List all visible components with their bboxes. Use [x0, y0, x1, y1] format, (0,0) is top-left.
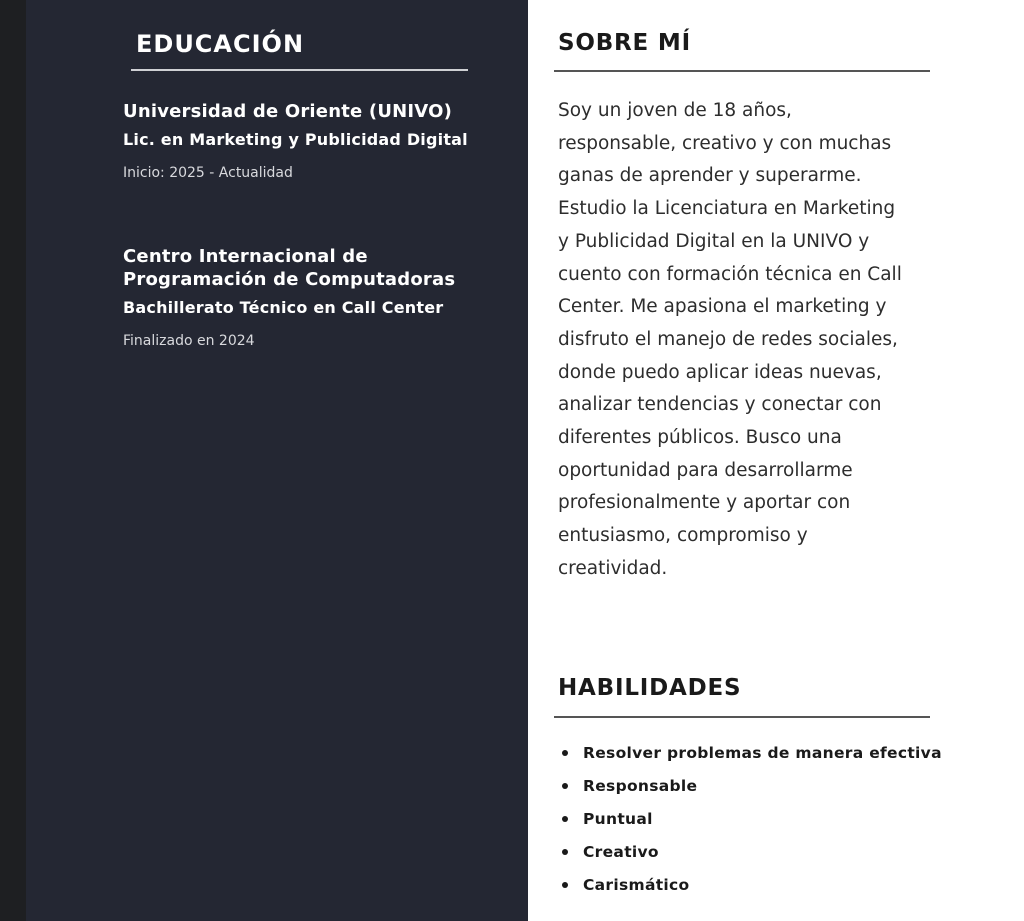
- skill-label: Carismático: [583, 875, 690, 894]
- about-divider: [554, 70, 930, 72]
- skills-heading: HABILIDADES: [558, 675, 742, 701]
- skill-label: Puntual: [583, 809, 653, 828]
- education-institution: Centro Internacional de Programación de Computadoras: [123, 246, 456, 290]
- skill-item: [558, 769, 958, 802]
- bullet-icon: [562, 849, 568, 855]
- skill-label: Creativo: [583, 842, 659, 861]
- skills-divider: [554, 716, 930, 718]
- education-degree: Bachillerato Técnico en Call Center: [123, 298, 444, 317]
- skill-item: [558, 802, 958, 835]
- skill-label: Responsable: [583, 776, 698, 795]
- education-entry: [123, 100, 503, 183]
- skill-item: [558, 736, 958, 769]
- education-dates: Finalizado en 2024: [123, 333, 255, 349]
- skill-label: Resolver problemas de manera efectiva: [583, 743, 942, 762]
- bullet-icon: [562, 783, 568, 789]
- education-heading: EDUCACIÓN: [136, 30, 305, 58]
- education-degree: Lic. en Marketing y Publicidad Digital: [123, 130, 468, 149]
- about-paragraph: Soy un joven de 18 años, responsable, creativo y con muchas ganas de aprender y superarme. Estudio la Licenciatura en Marketing y Publicidad Digital en la UNIVO y cuento con formación técnica en Call Center. Me apasiona el marketing y disfruto el manejo de redes sociales, donde puedo aplicar ideas nuevas, analizar tendencias y conectar con diferentes públicos. Busco una oportunidad para desarrollarme profesionalmente y aportar con entusiasmo, compromiso y creatividad.: [558, 100, 902, 579]
- about-skills-panel: [528, 0, 1024, 921]
- education-institution: Universidad de Oriente (UNIVO): [123, 101, 453, 122]
- bullet-icon: [562, 816, 568, 822]
- education-dates: Inicio: 2025 - Actualidad: [123, 165, 293, 181]
- skill-item: [558, 835, 958, 868]
- bullet-icon: [562, 882, 568, 888]
- page-edge-strip: [0, 0, 26, 921]
- about-heading: SOBRE MÍ: [558, 30, 691, 56]
- education-divider: [131, 69, 468, 71]
- skills-list: [558, 736, 958, 901]
- skill-item: [558, 868, 958, 901]
- education-entry: [123, 245, 503, 351]
- bullet-icon: [562, 750, 568, 756]
- education-panel: [26, 0, 528, 921]
